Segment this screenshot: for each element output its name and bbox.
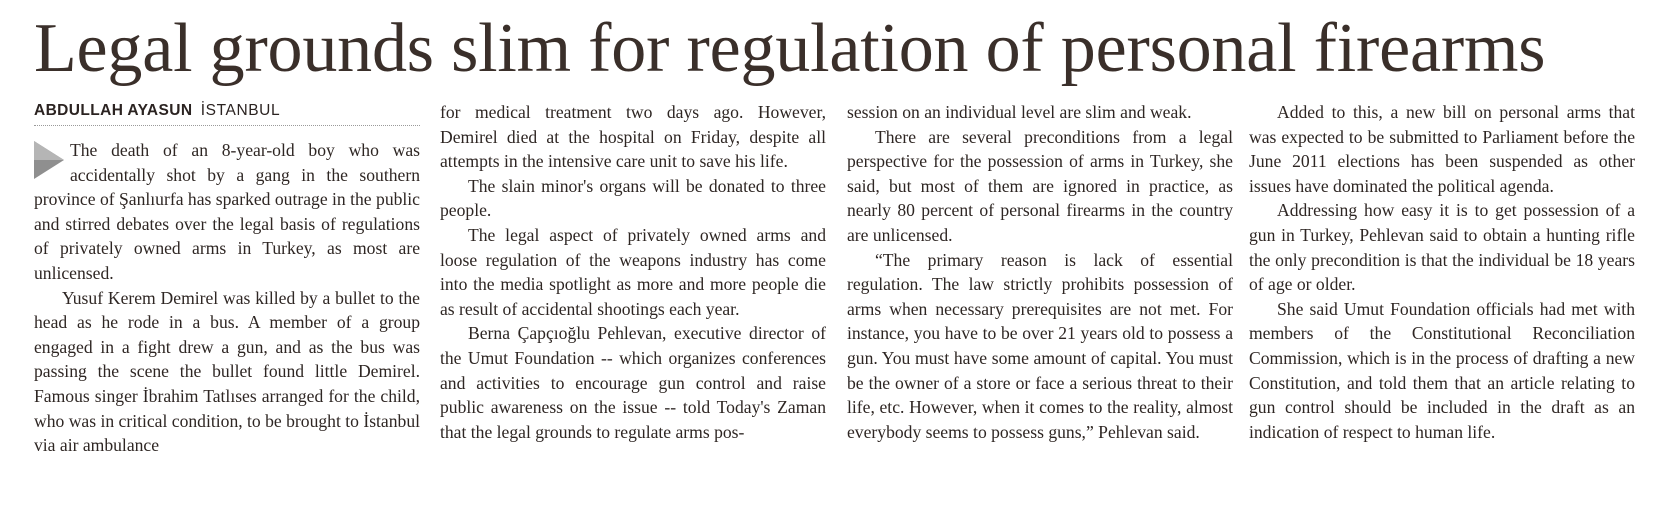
paragraph: session on an individual level are slim and weak. (847, 102, 1192, 122)
paragraph: Addressing how easy it is to get possession of a gun in Turkey, Pehlevan said to obtain a hunting rifle the only precondition is that the individual be 18 years of age or older. (1249, 200, 1635, 295)
byline (34, 100, 420, 126)
byline-author: ABDULLAH AYASUN (34, 102, 193, 119)
paragraph: The slain minor's organs will be donated to three people. (440, 175, 826, 221)
paragraph: She said Umut Foundation officials had met with members of the Constitutional Reconciliation Commission, which is in the process of drafting a new Constitution, and told them that an article relating to gun control should be included in the draft as an indication of respect to human life. (1249, 298, 1635, 442)
article-column-4 (1249, 100, 1635, 444)
drop-triangle-icon (34, 141, 64, 179)
paragraph: Berna Çapçıoğlu Pehlevan, executive director of the Umut Foundation -- which organizes conferences and activities to encourage gun control and raise public awareness on the issue -- told Today's Zaman that the legal grounds to regulate arms pos- (440, 323, 826, 442)
paragraph: Added to this, a new bill on personal arms that was expected to be submitted to Parliament before the June 2011 elections has been suspended as other issues have dominated the political agenda. (1249, 102, 1635, 196)
paragraph: The death of an 8-year-old boy who was accidentally shot by a gang in the southern province of Şanlıurfa has sparked outrage in the public and stirred debates over the legal basis of regulations of privately owned arms in Turkey, as most are unlicensed. (34, 140, 420, 283)
headline: Legal grounds slim for regulation of personal firearms (34, 10, 1546, 87)
article-column-2 (440, 100, 826, 444)
paragraph: There are several preconditions from a legal perspective for the possession of arms in Turkey, she said, but most of them are ignored in practice, as nearly 80 percent of personal firearms in the country are unlicensed. (847, 126, 1233, 245)
paragraph: for medical treatment two days ago. However, Demirel died at the hospital on Friday, despite all attempts in the intensive care unit to save his life. (440, 102, 826, 172)
article-column-3 (847, 100, 1233, 444)
paragraph: The legal aspect of privately owned arms and loose regulation of the weapons industry has come into the media spotlight as more and more people die as result of accidental shootings each year. (440, 224, 826, 319)
byline-city: İSTANBUL (200, 102, 281, 119)
paragraph: Yusuf Kerem Demirel was killed by a bullet to the head as he rode in a bus. A member of a group engaged in a fight drew a gun, and as the bus was passing the scene the bullet found little Demirel. Famous singer İbrahim Tatlıses arranged for the child, who was in critical condition, to be brought to İstanbul via air ambulance (34, 287, 421, 456)
article-column-1 (34, 100, 420, 458)
paragraph: “The primary reason is lack of essential regulation. The law strictly prohibits possession of arms when necessary prerequisites are not met. For instance, you have to be over 21 years old to possess a gun. You must have some amount of capital. You must be the owner of a store or face a serious threat to their life, etc. However, when it comes to the reality, almost everybody seems to possess guns,” Pehlevan said. (847, 249, 1233, 442)
